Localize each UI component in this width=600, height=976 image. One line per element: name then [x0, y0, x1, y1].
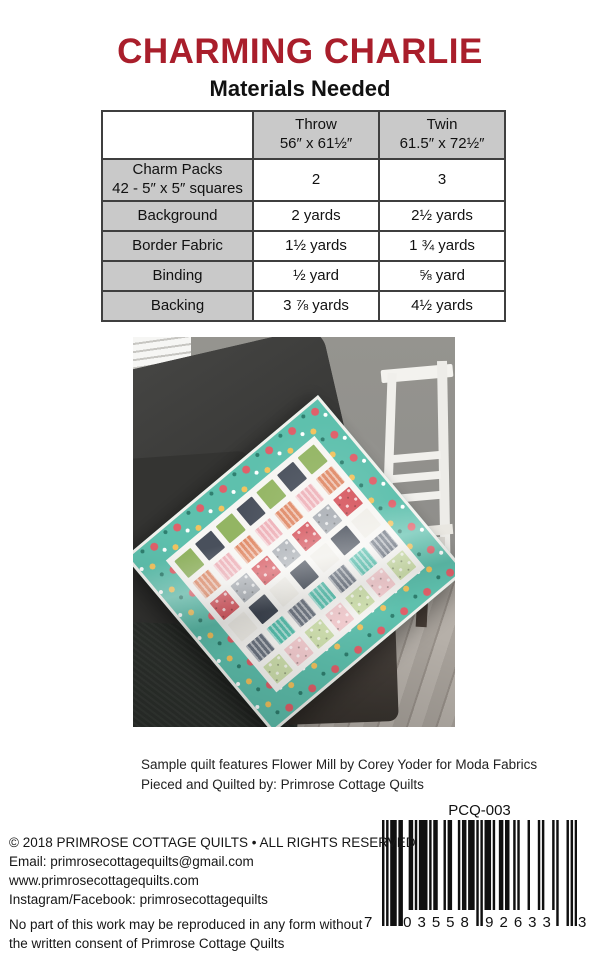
charm-square	[266, 615, 296, 645]
col-throw-name: Throw	[295, 116, 337, 134]
caption-line2: Pieced and Quilted by: Primrose Cottage Quilts	[141, 777, 424, 792]
table-row-border-fabric	[102, 231, 505, 261]
page-subtitle: Materials Needed	[209, 76, 391, 101]
charm-square	[228, 611, 258, 641]
charm-square	[292, 521, 322, 551]
reproduction-notice	[9, 915, 362, 953]
col-twin-name: Twin	[426, 116, 458, 134]
table-col-header-twin	[379, 111, 505, 159]
notice-line1: No part of this work may be reproduced in any form without	[9, 917, 363, 932]
row-label-line1: Charm Packs	[132, 161, 223, 179]
cell-throw-binding: ½ yard	[253, 261, 379, 291]
charm-square	[313, 504, 343, 534]
page-title: CHARMING CHARLIE	[117, 32, 483, 71]
col-twin-size: 61.5″ x 72½″	[399, 135, 485, 152]
charm-square	[369, 529, 399, 559]
cell-twin-binding: ⅝ yard	[379, 261, 505, 291]
charm-square	[215, 513, 245, 543]
social-line: Instagram/Facebook: primrosecottagequilts	[9, 892, 268, 907]
photo-caption	[141, 755, 537, 795]
table-header-row	[102, 111, 505, 159]
charm-square	[192, 569, 222, 599]
charm-square	[272, 538, 302, 568]
cell-twin-backing: 4½ yards	[379, 291, 505, 321]
charm-square	[174, 548, 204, 578]
charm-square	[366, 568, 396, 598]
quilt-photo	[133, 337, 455, 727]
charm-square	[295, 483, 325, 513]
cell-throw-border-fabric: 1½ yards	[253, 231, 379, 261]
row-label-background: Background	[102, 201, 253, 231]
charm-square	[269, 577, 299, 607]
charm-square	[263, 654, 293, 684]
charm-square	[315, 465, 345, 495]
cell-throw-background: 2 yards	[253, 201, 379, 231]
charm-square	[233, 535, 263, 565]
charm-square	[298, 444, 328, 474]
barcode-digit-left: 7	[364, 914, 373, 931]
charm-square	[277, 462, 307, 492]
charm-square	[333, 487, 363, 517]
charm-square	[287, 598, 317, 628]
charm-square	[289, 560, 319, 590]
charm-square	[274, 500, 304, 530]
table-col-header-throw	[253, 111, 379, 159]
email-line: Email: primrosecottagequilts@gmail.com	[9, 854, 254, 869]
charm-square	[328, 564, 358, 594]
notice-line2: the written consent of Primrose Cottage Quilts	[9, 936, 285, 951]
row-label-backing: Backing	[102, 291, 253, 321]
barcode-digit-right: 3	[578, 914, 587, 931]
table-row-binding	[102, 261, 505, 291]
row-label-border-fabric: Border Fabric	[102, 231, 253, 261]
charm-square	[210, 590, 240, 620]
table-row-backing	[102, 291, 505, 321]
caption-line1: Sample quilt features Flower Mill by Corey Yoder for Moda Fabrics	[141, 757, 538, 772]
charm-square	[348, 546, 378, 576]
charm-square	[254, 517, 284, 547]
cell-twin-border-fabric: 1 ¾ yards	[379, 231, 505, 261]
website-line: www.primrosecottagequilts.com	[9, 873, 199, 888]
col-throw-size: 56″ x 61½″	[279, 135, 353, 152]
charm-square	[195, 531, 225, 561]
cell-twin-charm-packs: 3	[379, 159, 505, 201]
charm-square	[345, 585, 375, 615]
chair-slat	[391, 451, 442, 463]
charm-square	[236, 496, 266, 526]
row-label-binding: Binding	[102, 261, 253, 291]
row-label-line2: 42 - 5″ x 5″ squares	[112, 180, 243, 197]
charm-square	[325, 602, 355, 632]
charm-square	[304, 619, 334, 649]
charm-square	[387, 550, 417, 580]
chair-slat	[391, 471, 442, 483]
charm-square	[251, 556, 281, 586]
table-corner-cell	[102, 111, 253, 159]
charm-square	[230, 573, 260, 603]
barcode-digits-product: 92633	[485, 914, 557, 931]
charm-square	[245, 633, 275, 663]
materials-table	[101, 110, 506, 322]
charm-square	[284, 637, 314, 667]
publisher-info	[9, 833, 416, 909]
cell-throw-charm-packs: 2	[253, 159, 379, 201]
charm-square	[307, 581, 337, 611]
table-row-background	[102, 201, 505, 231]
charm-square	[351, 508, 381, 538]
cell-twin-background: 2½ yards	[379, 201, 505, 231]
charm-square	[310, 542, 340, 572]
charm-square	[248, 594, 278, 624]
charm-square	[330, 525, 360, 555]
product-code-label: PCQ-003	[448, 802, 511, 819]
table-row-charm-packs	[102, 159, 505, 201]
row-label-charm-packs	[102, 159, 253, 201]
charm-square	[213, 552, 243, 582]
cell-throw-backing: 3 ⅞ yards	[253, 291, 379, 321]
barcode-digits-manufacturer: 03558	[403, 914, 475, 931]
charm-square	[257, 479, 287, 509]
copyright-line: © 2018 PRIMROSE COTTAGE QUILTS • ALL RIGHTS RESERVED	[9, 835, 416, 850]
